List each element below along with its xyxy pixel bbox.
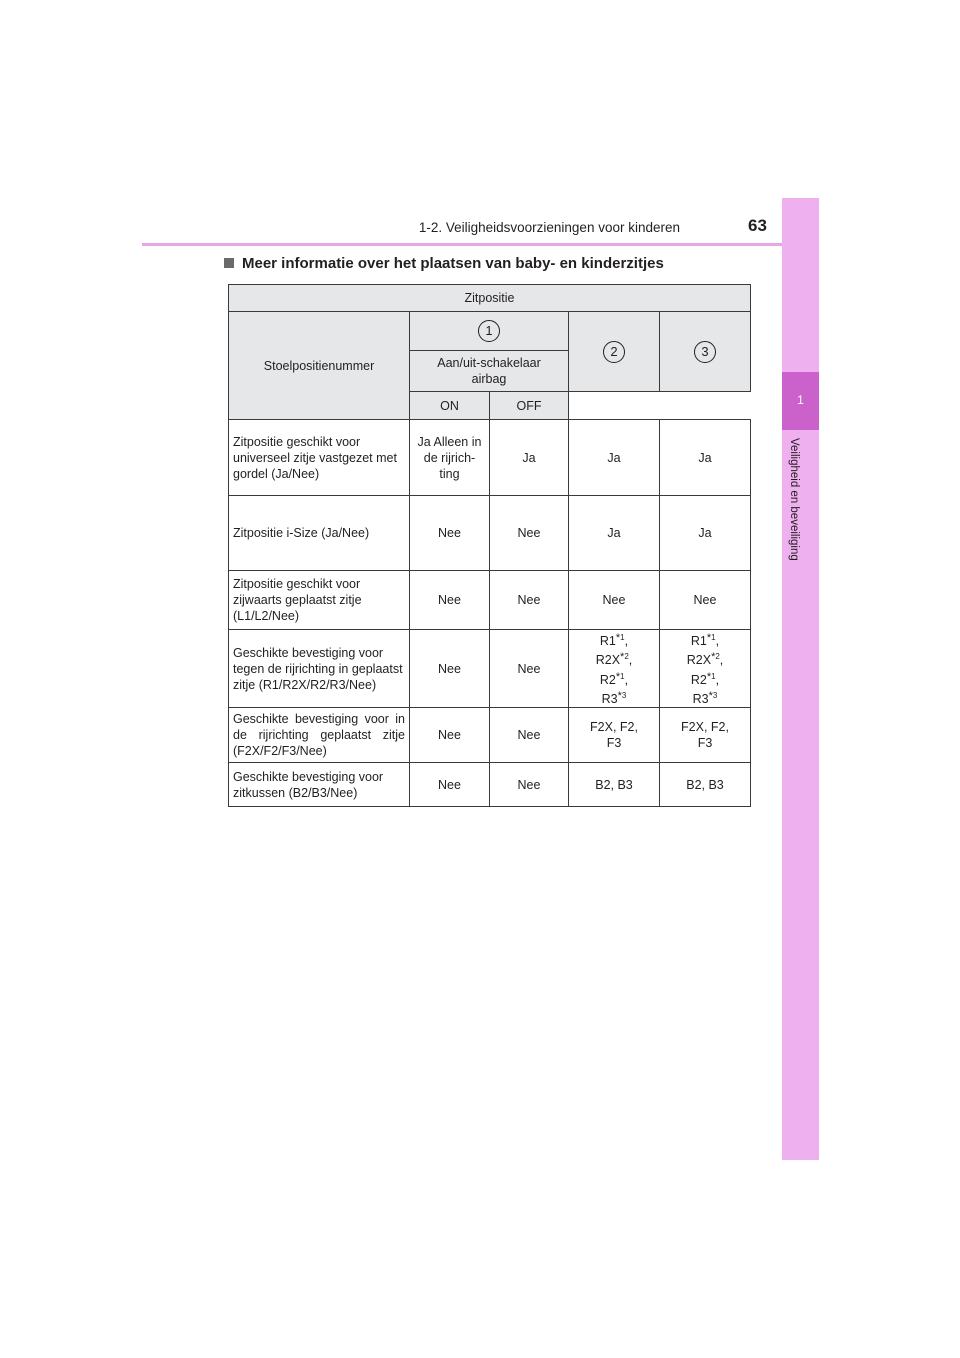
seat-3-r2x: R2X <box>686 653 712 668</box>
cell-off: Nee <box>490 630 569 708</box>
header-seat-number-label: Stoelpositienummer <box>229 312 410 420</box>
row-label: Geschikte bevestiging voor zitkussen (B2/B3/Nee) <box>229 763 410 807</box>
section-heading-text: Meer informatie over het plaatsen van baby- en kinderzitjes <box>242 255 664 272</box>
square-bullet-icon <box>224 258 234 268</box>
cell-seat-3: Nee <box>660 571 751 630</box>
cell-seat-2: F2X, F2, F3 <box>569 708 660 763</box>
seat-2-r3: R3 <box>601 691 618 706</box>
footnote-star-icon: * <box>706 632 712 645</box>
seat-1-number: 1 <box>478 320 500 342</box>
header-seating-position: Zitpositie <box>229 285 751 312</box>
cell-off: Nee <box>490 708 569 763</box>
footnote-ref: 3 <box>712 690 718 700</box>
cell-seat-3: Ja <box>660 420 751 496</box>
cell-off: Nee <box>490 571 569 630</box>
cell-seat-3: Ja <box>660 496 751 571</box>
cell-on: Ja Alleen in de rijrich-ting <box>410 420 490 496</box>
cell-seat-2: B2, B3 <box>569 763 660 807</box>
seat-2-r2: R2 <box>599 672 616 687</box>
seat-2-r2x: R2X <box>595 653 621 668</box>
footnote-star-icon: * <box>711 651 716 664</box>
table-row <box>229 571 751 630</box>
table-row <box>229 763 751 807</box>
header-airbag-switch: Aan/uit-schakelaar airbag <box>410 351 569 392</box>
header-seat-3 <box>660 312 751 392</box>
footnote-ref: 3 <box>621 690 627 700</box>
row-label: Zitpositie geschikt voor universeel zitje vastgezet met gordel (Ja/Nee) <box>229 420 410 496</box>
row-label: Zitpositie geschikt voor zijwaarts geplaatst zitje (L1/L2/Nee) <box>229 571 410 630</box>
footnote-star-icon: * <box>706 670 712 683</box>
row-label: Geschikte bevestiging voor in de rijrichting geplaatst zitje (F2X/F2/F3/Nee) <box>229 708 410 763</box>
footnote-ref: 2 <box>624 652 629 662</box>
seat-2-r1: R1 <box>599 634 616 649</box>
footnote-star-icon: * <box>617 689 622 702</box>
running-header-title: 1-2. Veiligheidsvoorzieningen voor kinderen <box>418 220 680 235</box>
cell-seat-2: Ja <box>569 420 660 496</box>
cell-on: Nee <box>410 496 490 571</box>
cell-seat-2: R1*$^1$, R2X*$^2$, R2*$^1$, R3*$^3$ <box>569 630 660 708</box>
cell-off: Nee <box>490 763 569 807</box>
footnote-ref: 1 <box>620 633 625 643</box>
row-label: Geschikte bevestiging voor tegen de rijrichting in geplaatst zitje (R1/R2X/R2/R3/Nee) <box>229 630 410 708</box>
footnote-star-icon: * <box>620 651 625 664</box>
seat-3-r2: R2 <box>690 672 707 687</box>
seat-3-r3: R3 <box>692 691 709 706</box>
child-seat-table <box>228 284 751 807</box>
cell-on: Nee <box>410 630 490 708</box>
cell-seat-3: B2, B3 <box>660 763 751 807</box>
footnote-ref: 1 <box>620 671 625 681</box>
cell-on: Nee <box>410 708 490 763</box>
cell-off: Nee <box>490 496 569 571</box>
section-heading <box>224 255 664 272</box>
cell-seat-3: F2X, F2, F3 <box>660 708 751 763</box>
header-seat-1 <box>410 312 569 351</box>
footnote-ref: 2 <box>715 652 720 662</box>
seat-3-number: 3 <box>694 341 716 363</box>
seat-3-r1: R1 <box>690 634 707 649</box>
cell-on: Nee <box>410 763 490 807</box>
table-row <box>229 496 751 571</box>
header-off: OFF <box>490 392 569 420</box>
chapter-number: 1 <box>797 393 804 407</box>
chapter-title: Veiligheid en beveiliging <box>788 438 800 561</box>
cell-seat-2: Ja <box>569 496 660 571</box>
cell-on: Nee <box>410 571 490 630</box>
footnote-star-icon: * <box>708 689 713 702</box>
footnote-star-icon: * <box>615 632 621 645</box>
footnote-ref: 1 <box>711 671 716 681</box>
table-row <box>229 630 751 708</box>
cell-seat-2: Nee <box>569 571 660 630</box>
page-number: 63 <box>748 216 767 235</box>
table-row <box>229 708 751 763</box>
header-seat-2 <box>569 312 660 392</box>
seat-2-number: 2 <box>603 341 625 363</box>
header-rule <box>142 243 819 246</box>
chapter-sidebar <box>782 198 819 1160</box>
header-on: ON <box>410 392 490 420</box>
cell-seat-3: R1*$^1$, R2X*$^2$, R2*$^1$, R3*$^3$ <box>660 630 751 708</box>
footnote-ref: 1 <box>711 633 716 643</box>
footnote-star-icon: * <box>615 670 621 683</box>
table-row <box>229 420 751 496</box>
row-label: Zitpositie i-Size (Ja/Nee) <box>229 496 410 571</box>
cell-off: Ja <box>490 420 569 496</box>
